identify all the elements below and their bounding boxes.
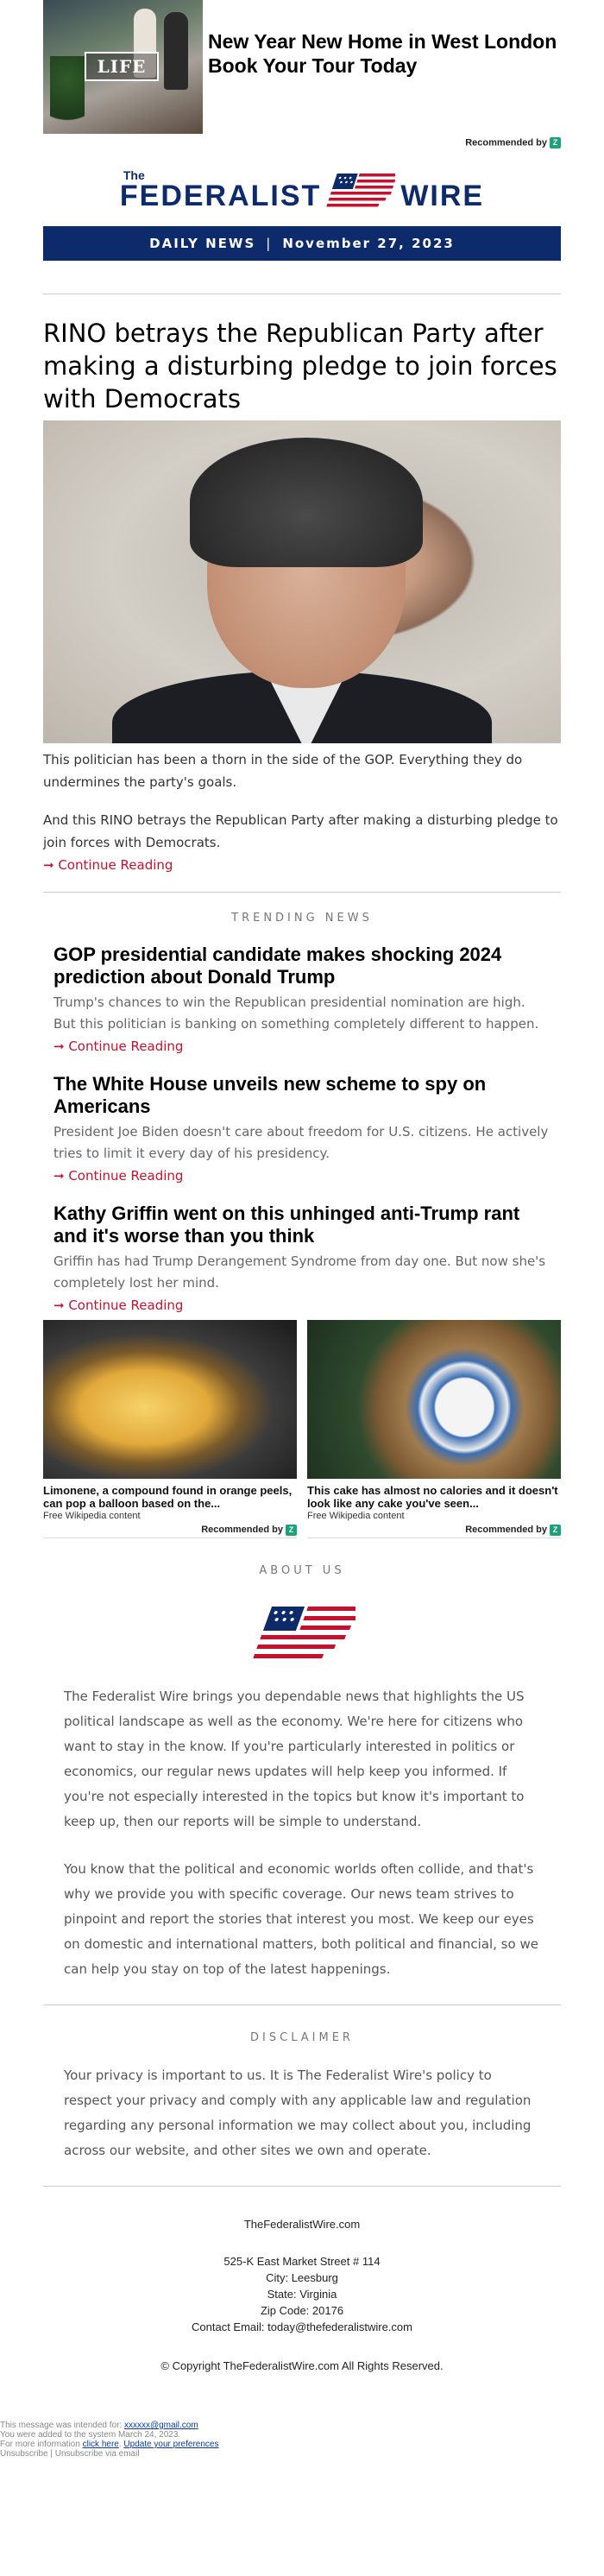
- disclaimer-title: DISCLAIMER: [250, 2031, 354, 2044]
- footer-zip: Zip Code: 20176: [260, 2304, 344, 2317]
- trending-title: TRENDING NEWS: [231, 912, 373, 925]
- recommended-by[interactable]: [43, 1525, 297, 1538]
- ad-image[interactable]: [43, 0, 203, 134]
- sponsored-cards: [43, 1320, 561, 1538]
- trending-summary: Trump's chances to win the Republican presidential nomination are high. But this politician is banking on something completely different to happen.: [53, 994, 539, 1032]
- site-logo[interactable]: [43, 159, 561, 221]
- footer-contact[interactable]: Contact Email: today@thefederalistwire.com: [192, 2320, 412, 2333]
- trending-item: [53, 1203, 551, 1313]
- daily-news-banner: [43, 226, 561, 261]
- footer-city: City: Leesburg: [266, 2271, 338, 2284]
- trending-summary: President Joe Biden doesn't care about freedom for U.S. citizens. He actively tries to limit it every day of his presidency.: [53, 1124, 549, 1161]
- hero-hair-shape: [190, 438, 423, 567]
- click-here-link[interactable]: click here: [82, 2440, 119, 2449]
- sponsored-card[interactable]: [43, 1320, 297, 1538]
- trending-continue-link[interactable]: ➞ Continue Reading: [53, 1168, 184, 1184]
- trending-headline[interactable]: The White House unveils new scheme to spy on Americans: [53, 1073, 487, 1117]
- about-paragraph: You know that the political and economic worlds often collide, and that's why we provide you with specific coverage. Our news team strives to pinpoint and report the stories that interest you most. We keep our eyes on domestic and international matters, both political and financial, so we can help you stay on top of the latest happenings.: [64, 1861, 538, 1977]
- about-text: [43, 1684, 561, 1982]
- sponsored-image[interactable]: [43, 1320, 297, 1479]
- legal-email-link[interactable]: xxxxxx@gmail.com: [123, 2421, 198, 2430]
- trending-continue-link[interactable]: ➞ Continue Reading: [53, 1039, 184, 1054]
- legal-notice: [0, 2421, 604, 2459]
- divider: [43, 2186, 561, 2187]
- sponsored-caption[interactable]: This cake has almost no calories and it doesn't look like any cake you've seen...: [307, 1484, 558, 1510]
- recommended-by[interactable]: [43, 137, 561, 148]
- email-container: [43, 0, 561, 2372]
- main-story-headline[interactable]: RINO betrays the Republican Party after making a disturbing pledge to join forces with Democrats: [43, 319, 557, 414]
- sponsored-source: Free Wikipedia content: [307, 1511, 405, 1521]
- ad-copy[interactable]: [203, 0, 557, 134]
- ad-plant-shape: [50, 56, 85, 134]
- main-story-paragraph: This politician has been a thorn in the side of the GOP. Everything they do undermines the party's goals.: [43, 752, 523, 790]
- about-logo: [43, 1600, 561, 1665]
- sponsored-card[interactable]: [307, 1320, 561, 1538]
- trending-headline[interactable]: GOP presidential candidate makes shocking 2024 prediction about Donald Trump: [53, 944, 502, 988]
- footer-address: [43, 2253, 561, 2335]
- flag-icon: [249, 1600, 355, 1665]
- zemanta-icon: Z: [550, 137, 561, 148]
- ad-headline[interactable]: New Year New Home in West London: [208, 30, 557, 53]
- recommended-by-label: Recommended by: [201, 1525, 283, 1535]
- zemanta-icon: Z: [286, 1525, 297, 1536]
- logo-federalist: FEDERALIST: [119, 180, 322, 212]
- banner-label: DAILY NEWS: [149, 236, 256, 251]
- recommended-by[interactable]: [307, 1525, 561, 1538]
- footer-copyright: © Copyright TheFederalistWire.com All Rights Reserved.: [160, 2359, 444, 2372]
- zemanta-icon: Z: [550, 1525, 561, 1536]
- logo-the: The: [123, 168, 145, 182]
- flag-icon: [326, 170, 395, 210]
- legal-intended-label: This message was intended for:: [0, 2421, 123, 2430]
- trending-summary: Griffin has had Trump Derangement Syndrome from day one. But now she's completely lost her mind.: [53, 1253, 546, 1291]
- sponsored-source: Free Wikipedia content: [43, 1511, 141, 1521]
- recommended-by-label: Recommended by: [465, 137, 547, 148]
- main-story-image[interactable]: [43, 420, 561, 743]
- divider: [43, 892, 561, 893]
- ad-image-logo: LIFE: [85, 52, 159, 81]
- logo-wordmark: [120, 169, 321, 211]
- unsubscribe-line[interactable]: Unsubscribe | Unsubscribe via email: [0, 2449, 140, 2459]
- sponsored-caption[interactable]: Limonene, a compound found in orange peels, can pop a balloon based on the...: [43, 1484, 293, 1510]
- legal-info-label: For more information: [0, 2440, 80, 2449]
- ad-person-shape: [164, 12, 188, 90]
- main-story-continue-link[interactable]: ➞ Continue Reading: [43, 857, 173, 873]
- sponsored-image[interactable]: [307, 1320, 561, 1479]
- footer-street: 525-K East Market Street # 114: [223, 2255, 381, 2268]
- about-title: ABOUT US: [259, 1564, 345, 1577]
- update-preferences-link[interactable]: Update your preferences: [123, 2440, 219, 2449]
- logo-wire: WIRE: [400, 179, 485, 212]
- ad-subline[interactable]: Book Your Tour Today: [208, 54, 418, 77]
- main-story-paragraph: And this RINO betrays the Republican Party after making a disturbing pledge to join forces with Democrats.: [43, 812, 558, 850]
- top-ad[interactable]: [43, 0, 561, 134]
- recommended-by-label: Recommended by: [465, 1525, 547, 1535]
- footer-state: State: Virginia: [267, 2288, 337, 2301]
- about-paragraph: The Federalist Wire brings you dependable news that highlights the US political landscape as well as the economy. We're here for citizens who want to stay in the know. If you're particularly interested in politics or economics, our regular news updates will help keep you informed. If you're not especially interested in the topics but know it's important to keep up, then our reports will be simple to understand.: [64, 1689, 525, 1829]
- legal-line: [0, 2440, 604, 2449]
- legal-separator: .: [118, 2440, 122, 2449]
- trending-item: [53, 944, 551, 1054]
- disclaimer-paragraph: Your privacy is important to us. It is The Federalist Wire's policy to respect your privacy and comply with any applicable law and regulation regarding any personal information we may collect about you, including across our website, and other sites we own and operate.: [64, 2068, 532, 2158]
- footer: [43, 2218, 561, 2372]
- banner-separator: |: [266, 236, 273, 251]
- trending-continue-link[interactable]: ➞ Continue Reading: [53, 1297, 184, 1313]
- trending-list: [43, 944, 561, 1313]
- legal-line: You were added to the system March 24, 2023.: [0, 2430, 181, 2440]
- trending-item: [53, 1073, 551, 1184]
- banner-date: November 27, 2023: [282, 236, 455, 251]
- footer-site[interactable]: TheFederalistWire.com: [243, 2218, 361, 2231]
- disclaimer-text: [43, 2063, 561, 2163]
- legal-line: [0, 2421, 604, 2430]
- trending-headline[interactable]: Kathy Griffin went on this unhinged anti-Trump rant and it's worse than you think: [53, 1203, 520, 1247]
